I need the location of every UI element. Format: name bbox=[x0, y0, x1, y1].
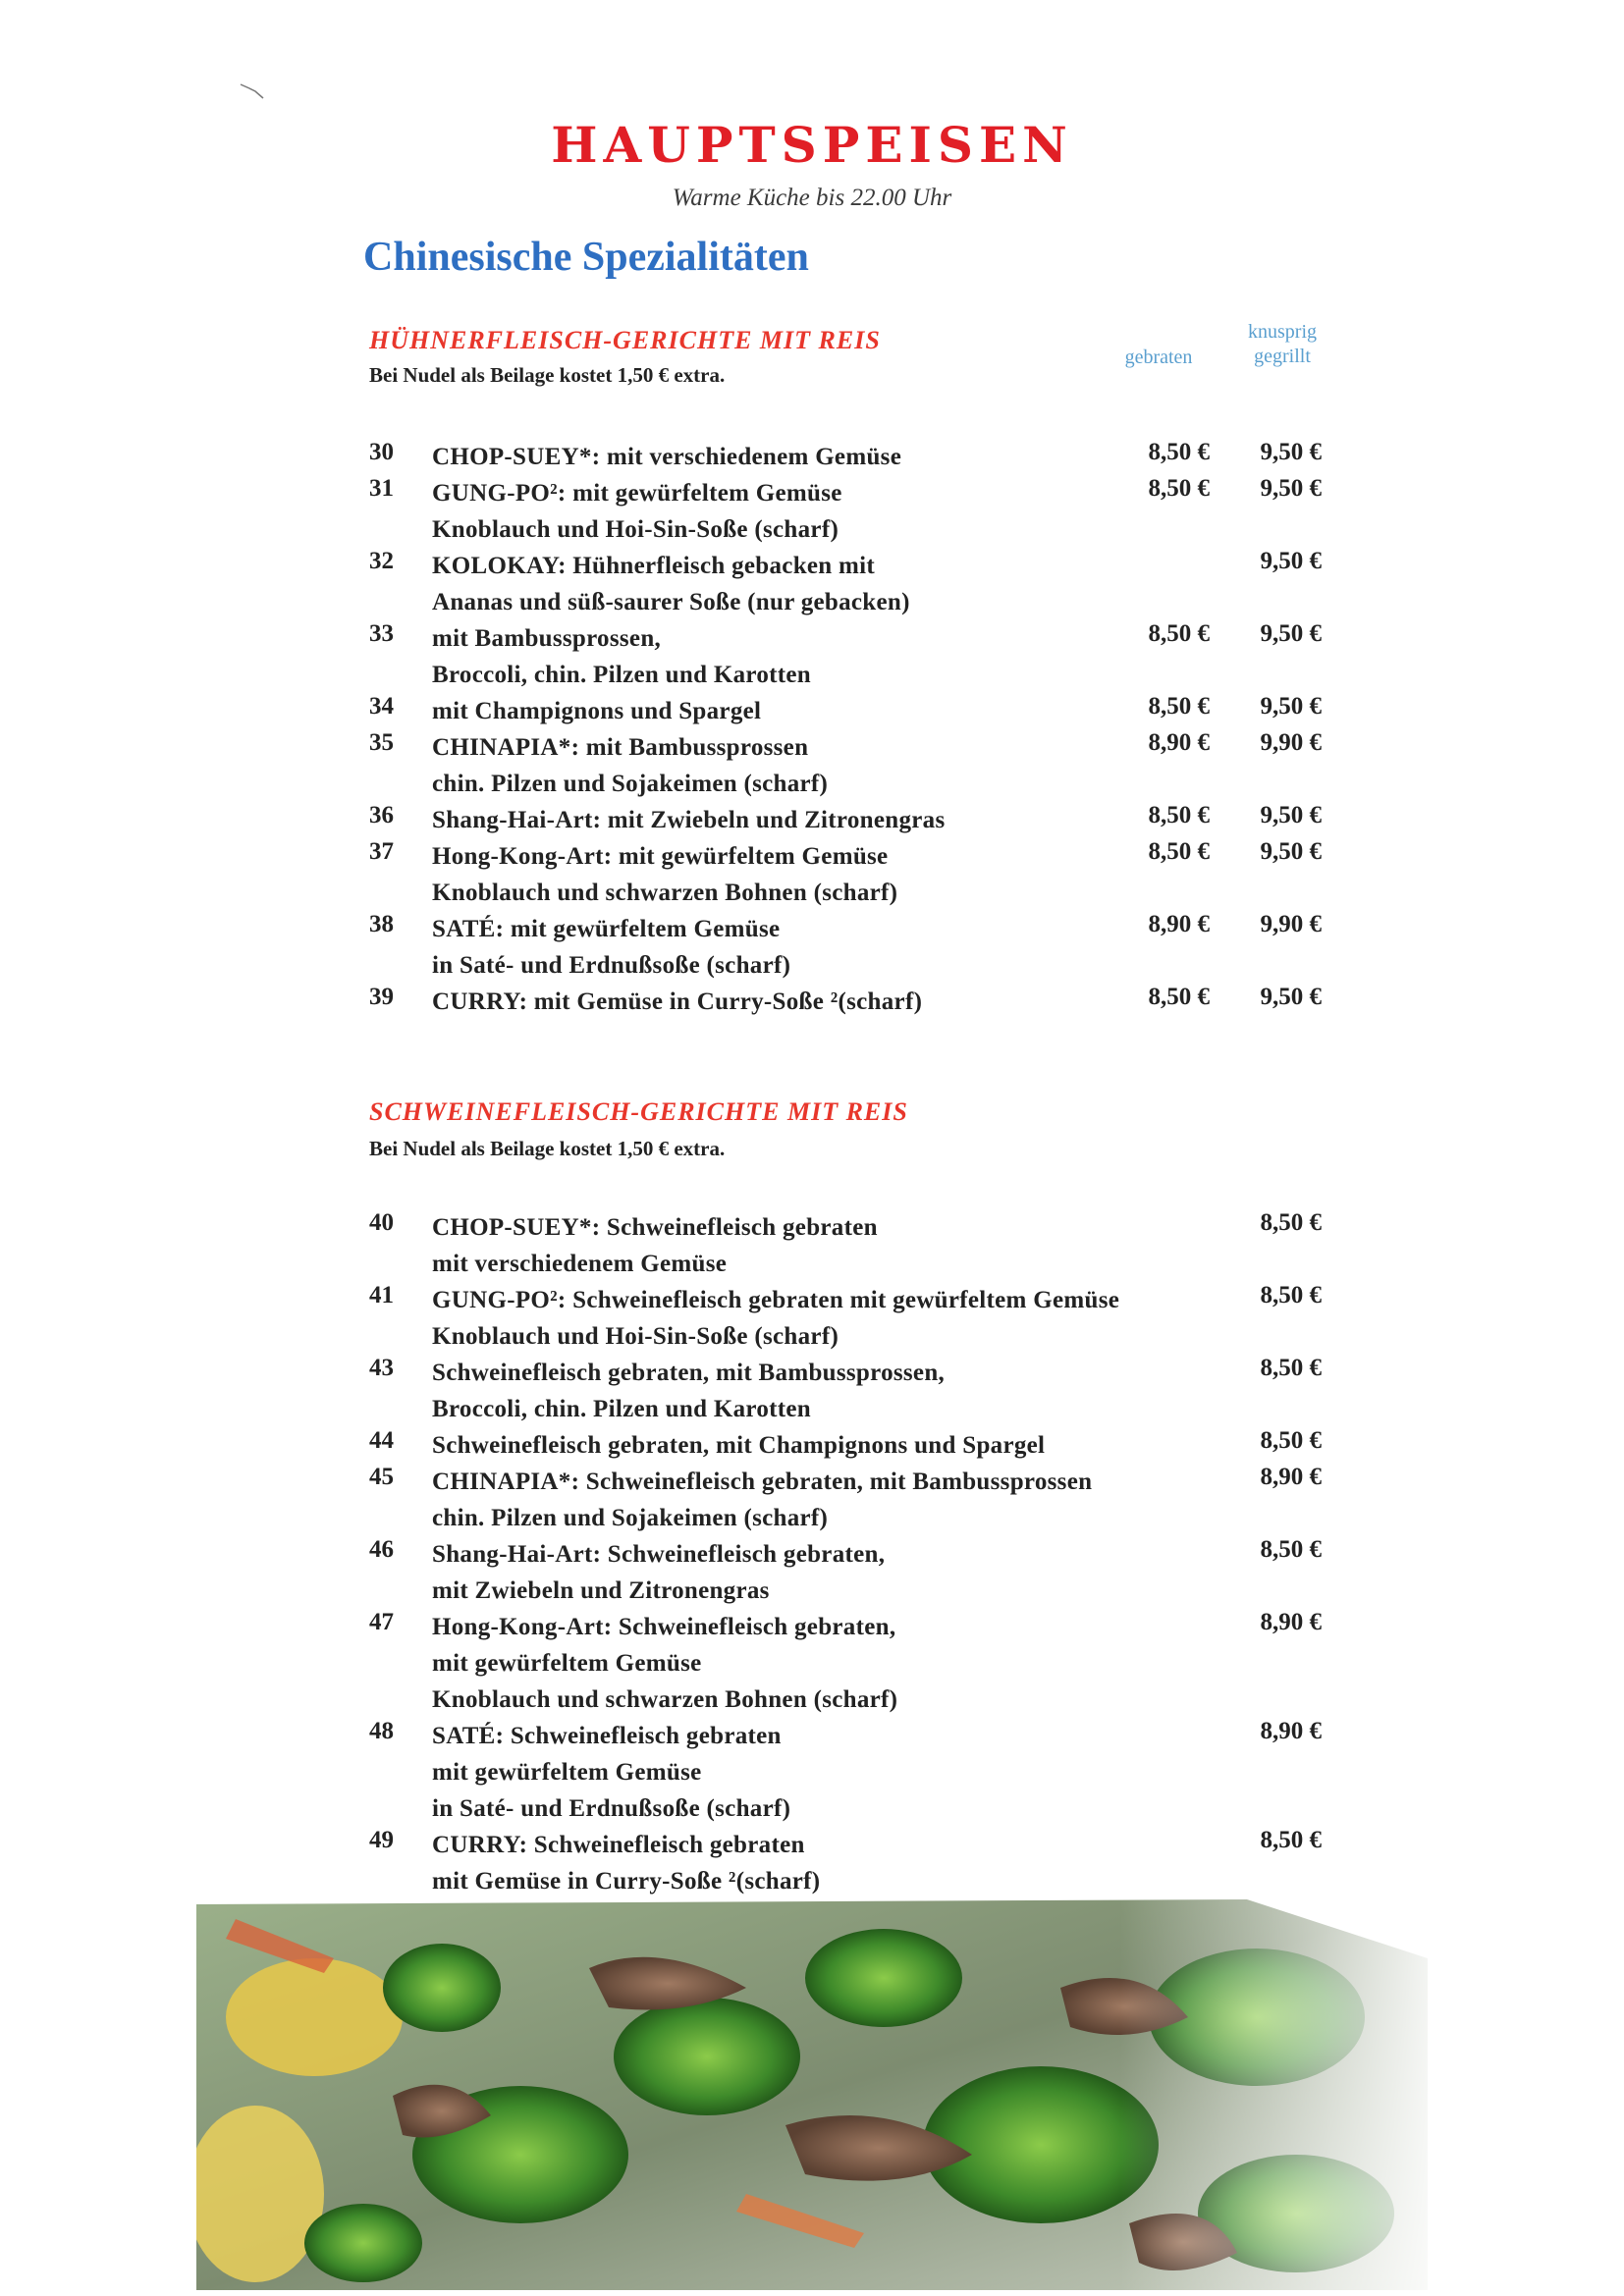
category-note-chicken: Bei Nudel als Beilage kostet 1,50 € extra. bbox=[369, 363, 726, 387]
item-description-line: Knoblauch und Hoi-Sin-Soße (scharf) bbox=[432, 1323, 839, 1350]
item-description-line: Shang-Hai-Art: Schweinefleisch gebraten, bbox=[432, 1541, 886, 1568]
column-head-knusprig-line1: knusprig bbox=[1248, 321, 1317, 343]
item-description-line: Knoblauch und schwarzen Bohnen (scharf) bbox=[432, 880, 898, 906]
page-title: HAUPTSPEISEN bbox=[551, 116, 1073, 174]
item-number: 39 bbox=[369, 984, 394, 1010]
page-subtitle: Warme Küche bis 22.00 Uhr bbox=[672, 185, 952, 211]
item-description-line: GUNG-PO²: Schweinefleisch gebraten mit gewürfeltem Gemüse bbox=[432, 1287, 1120, 1313]
price-gebraten: 8,50 € bbox=[1148, 984, 1210, 1010]
item-description-line: Broccoli, chin. Pilzen und Karotten bbox=[432, 1396, 811, 1422]
item-description-line: Shang-Hai-Art: mit Zwiebeln und Zitronengras bbox=[432, 807, 946, 833]
section-title: Chinesische Spezialitäten bbox=[363, 235, 809, 280]
item-description-line: in Saté- und Erdnußsoße (scharf) bbox=[432, 952, 791, 979]
item-description-line: Schweinefleisch gebraten, mit Champignons und Spargel bbox=[432, 1432, 1046, 1459]
item-description bbox=[432, 1355, 1218, 1427]
item-description-line: mit Gemüse in Curry-Soße ²(scharf) bbox=[432, 1868, 821, 1895]
column-head-knusprig bbox=[1223, 320, 1341, 369]
price-knusprig: 9,50 € bbox=[1260, 802, 1322, 828]
item-description bbox=[432, 548, 1218, 620]
item-description-line: CURRY: Schweinefleisch gebraten bbox=[432, 1832, 805, 1858]
item-description-line: Knoblauch und Hoi-Sin-Soße (scharf) bbox=[432, 516, 839, 543]
item-description bbox=[432, 1209, 1218, 1282]
item-number: 43 bbox=[369, 1355, 394, 1381]
item-description-line: CURRY: mit Gemüse in Curry-Soße ²(scharf) bbox=[432, 988, 923, 1015]
item-description-line: chin. Pilzen und Sojakeimen (scharf) bbox=[432, 1505, 829, 1531]
item-description-line: mit Bambussprossen, bbox=[432, 625, 662, 652]
item-description-line: chin. Pilzen und Sojakeimen (scharf) bbox=[432, 771, 829, 797]
item-number: 49 bbox=[369, 1827, 394, 1853]
price-knusprig: 9,50 € bbox=[1260, 439, 1322, 465]
item-description-line: mit verschiedenem Gemüse bbox=[432, 1251, 728, 1277]
item-description bbox=[432, 1609, 1218, 1718]
price-knusprig: 9,50 € bbox=[1260, 475, 1322, 502]
category-title-pork: SCHWEINEFLEISCH-GERICHTE MIT REIS bbox=[369, 1097, 908, 1126]
item-number: 47 bbox=[369, 1609, 394, 1635]
price-gebraten: 8,50 € bbox=[1148, 802, 1210, 828]
price-knusprig: 9,50 € bbox=[1260, 693, 1322, 720]
price-gebraten: 8,90 € bbox=[1148, 911, 1210, 937]
item-description-line: SATÉ: mit gewürfeltem Gemüse bbox=[432, 916, 781, 942]
item-number: 33 bbox=[369, 620, 394, 647]
item-number: 40 bbox=[369, 1209, 394, 1236]
price-gebraten: 8,50 € bbox=[1148, 439, 1210, 465]
price-knusprig: 9,90 € bbox=[1260, 729, 1322, 756]
item-number: 41 bbox=[369, 1282, 394, 1308]
category-title-chicken: HÜHNERFLEISCH-GERICHTE MIT REIS bbox=[369, 326, 881, 354]
price: 8,90 € bbox=[1260, 1718, 1322, 1744]
item-number: 30 bbox=[369, 439, 394, 465]
price: 8,50 € bbox=[1260, 1427, 1322, 1454]
item-description-line: SATÉ: Schweinefleisch gebraten bbox=[432, 1723, 782, 1749]
price-gebraten: 8,50 € bbox=[1148, 620, 1210, 647]
category-note-pork: Bei Nudel als Beilage kostet 1,50 € extra. bbox=[369, 1137, 726, 1160]
item-number: 44 bbox=[369, 1427, 394, 1454]
item-number: 46 bbox=[369, 1536, 394, 1563]
item-description-line: Ananas und süß-saurer Soße (nur gebacken) bbox=[432, 589, 910, 615]
item-description bbox=[432, 1827, 1218, 1899]
price-knusprig: 9,50 € bbox=[1260, 620, 1322, 647]
scan-mark-icon bbox=[240, 82, 265, 100]
item-description-line: Knoblauch und schwarzen Bohnen (scharf) bbox=[432, 1686, 898, 1713]
price-knusprig: 9,90 € bbox=[1260, 911, 1322, 937]
item-description-line: Hong-Kong-Art: Schweinefleisch gebraten, bbox=[432, 1614, 896, 1640]
item-description-line: CHINAPIA*: mit Bambussprossen bbox=[432, 734, 809, 761]
item-description-line: mit gewürfeltem Gemüse bbox=[432, 1650, 702, 1677]
price: 8,50 € bbox=[1260, 1536, 1322, 1563]
stir-fry-photo bbox=[196, 1899, 1428, 2290]
item-number: 45 bbox=[369, 1464, 394, 1490]
item-number: 37 bbox=[369, 838, 394, 865]
price: 8,50 € bbox=[1260, 1355, 1322, 1381]
item-number: 32 bbox=[369, 548, 394, 574]
item-number: 48 bbox=[369, 1718, 394, 1744]
price: 8,50 € bbox=[1260, 1827, 1322, 1853]
price-gebraten: 8,90 € bbox=[1148, 729, 1210, 756]
item-description-line: Schweinefleisch gebraten, mit Bambussprossen, bbox=[432, 1360, 946, 1386]
item-description bbox=[432, 1536, 1218, 1609]
item-description bbox=[432, 1464, 1218, 1536]
item-number: 38 bbox=[369, 911, 394, 937]
item-description-line: mit gewürfeltem Gemüse bbox=[432, 1759, 702, 1786]
item-description-line: GUNG-PO²: mit gewürfeltem Gemüse bbox=[432, 480, 842, 507]
item-description bbox=[432, 1282, 1218, 1355]
price: 8,90 € bbox=[1260, 1464, 1322, 1490]
price: 8,50 € bbox=[1260, 1209, 1322, 1236]
item-number: 36 bbox=[369, 802, 394, 828]
item-description-line: Hong-Kong-Art: mit gewürfeltem Gemüse bbox=[432, 843, 889, 870]
item-number: 31 bbox=[369, 475, 394, 502]
item-description-line: in Saté- und Erdnußsoße (scharf) bbox=[432, 1795, 791, 1822]
price-gebraten: 8,50 € bbox=[1148, 475, 1210, 502]
column-head-knusprig-line2: gegrillt bbox=[1254, 346, 1311, 367]
column-head-gebraten: gebraten bbox=[1124, 347, 1193, 368]
item-description-line: mit Zwiebeln und Zitronengras bbox=[432, 1577, 770, 1604]
price-knusprig: 9,50 € bbox=[1260, 984, 1322, 1010]
price-gebraten: 8,50 € bbox=[1148, 838, 1210, 865]
price-knusprig: 9,50 € bbox=[1260, 548, 1322, 574]
item-description-line: KOLOKAY: Hühnerfleisch gebacken mit bbox=[432, 553, 876, 579]
price: 8,90 € bbox=[1260, 1609, 1322, 1635]
item-description-line: CHOP-SUEY*: Schweinefleisch gebraten bbox=[432, 1214, 878, 1241]
item-number: 34 bbox=[369, 693, 394, 720]
item-description-line: Broccoli, chin. Pilzen und Karotten bbox=[432, 662, 811, 688]
price: 8,50 € bbox=[1260, 1282, 1322, 1308]
item-description-line: CHOP-SUEY*: mit verschiedenem Gemüse bbox=[432, 444, 902, 470]
item-description bbox=[432, 1427, 1218, 1464]
price-gebraten: 8,50 € bbox=[1148, 693, 1210, 720]
item-description bbox=[432, 1718, 1218, 1827]
item-description-line: CHINAPIA*: Schweinefleisch gebraten, mit Bambussprossen bbox=[432, 1468, 1093, 1495]
price-knusprig: 9,50 € bbox=[1260, 838, 1322, 865]
item-number: 35 bbox=[369, 729, 394, 756]
item-description-line: mit Champignons und Spargel bbox=[432, 698, 762, 724]
